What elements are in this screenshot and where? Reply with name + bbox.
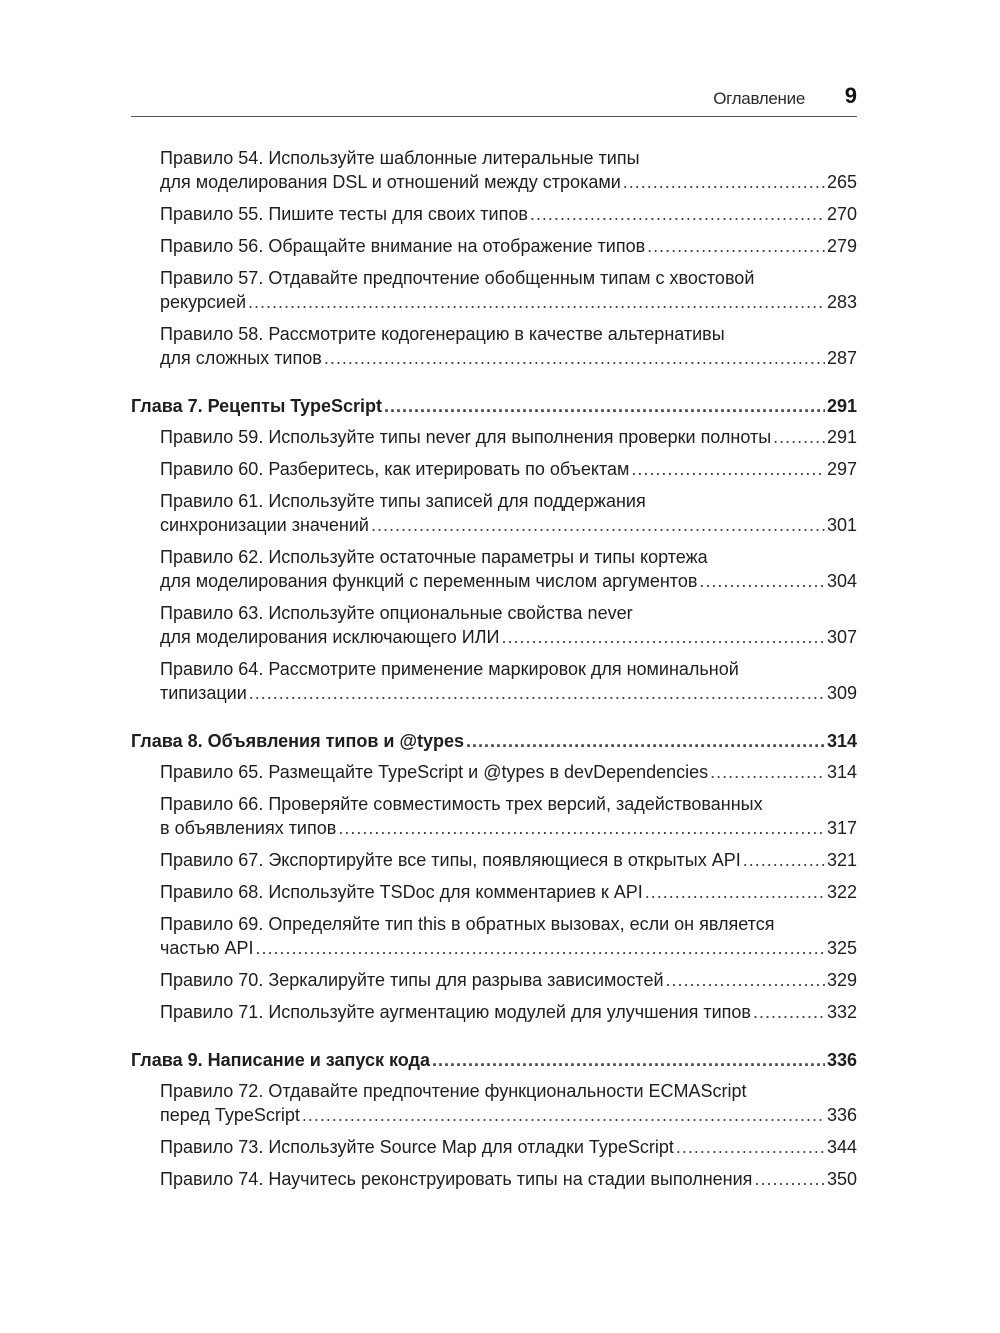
dot-leader	[623, 170, 825, 194]
chapter-heading	[131, 729, 857, 753]
toc-entry-line	[160, 1079, 857, 1103]
toc-entry	[131, 322, 857, 370]
toc-entry-line	[160, 489, 857, 513]
toc-entry-text: Правило 70. Зеркалируйте типы для разрыва зависимостей	[160, 970, 664, 990]
toc-entry	[131, 601, 857, 649]
chapter-title: Глава 9. Написание и запуск кода	[131, 1050, 430, 1070]
toc-entry-text: Правило 56. Обращайте внимание на отображение типов	[160, 236, 646, 256]
toc-entry	[131, 792, 857, 840]
toc-entry-line	[160, 513, 857, 537]
toc-chapter	[131, 1048, 857, 1191]
toc-entry-page-number: 350	[826, 1169, 857, 1189]
toc-entry-line	[160, 1167, 857, 1191]
toc-entry	[131, 545, 857, 593]
toc-entry	[131, 1167, 857, 1191]
page-number: 9	[844, 83, 857, 108]
toc-entry-page-number: 301	[826, 515, 857, 535]
chapter-title: Глава 8. Объявления типов и @types	[131, 731, 465, 751]
toc-entry-page-number: 344	[826, 1137, 857, 1157]
toc-entry-line	[160, 792, 857, 816]
toc-entry	[131, 146, 857, 194]
table-of-contents	[131, 146, 857, 1215]
dot-leader	[302, 1103, 825, 1127]
toc-entry-line	[160, 234, 857, 258]
toc-entry-text: частью API	[160, 938, 254, 958]
toc-entry	[131, 848, 857, 872]
toc-entry-page-number: 291	[826, 427, 857, 447]
toc-entry	[131, 202, 857, 226]
toc-entry-text: Правило 74. Научитесь реконструировать типы на стадии выполнения	[160, 1169, 753, 1189]
toc-entry-text: Правило 57. Отдавайте предпочтение обобщенным типам с хвостовой	[160, 268, 755, 288]
toc-entry-line	[160, 1103, 857, 1127]
toc-entry-line	[160, 657, 857, 681]
dot-leader	[384, 394, 825, 418]
toc-entry	[131, 968, 857, 992]
dot-leader	[256, 936, 825, 960]
toc-entry-text: для моделирования исключающего ИЛИ	[160, 627, 500, 647]
toc-entry	[131, 760, 857, 784]
toc-entry-line	[160, 569, 857, 593]
toc-entry-line	[160, 1000, 857, 1024]
toc-entry-line	[160, 936, 857, 960]
toc-entry-line	[160, 457, 857, 481]
toc-entry-line	[160, 880, 857, 904]
toc-entry-line	[160, 425, 857, 449]
toc-entry-page-number: 287	[826, 348, 857, 368]
toc-entry-page-number: 309	[826, 683, 857, 703]
toc-entry-text: в объявлениях типов	[160, 818, 337, 838]
toc-entry-text: Правило 58. Рассмотрите кодогенерацию в качестве альтернативы	[160, 324, 725, 344]
toc-entry-line	[160, 760, 857, 784]
toc-entry-text: перед TypeScript	[160, 1105, 300, 1125]
toc-entry-line	[160, 681, 857, 705]
toc-entry-page-number: 279	[826, 236, 857, 256]
dot-leader	[647, 234, 825, 258]
dot-leader	[249, 681, 825, 705]
dot-leader	[631, 457, 825, 481]
toc-entry	[131, 457, 857, 481]
page-header	[131, 80, 857, 117]
toc-entry-page-number: 304	[826, 571, 857, 591]
toc-entry-text: Правило 61. Используйте типы записей для поддержания	[160, 491, 646, 511]
toc-entry-text: рекурсией	[160, 292, 247, 312]
toc-entry-line	[160, 322, 857, 346]
chapter-heading	[131, 394, 857, 418]
dot-leader	[754, 1167, 825, 1191]
toc-entry-line	[160, 290, 857, 314]
toc-entry-text: типизации	[160, 683, 247, 703]
toc-entry-text: Правило 68. Используйте TSDoc для комментариев к API	[160, 882, 643, 902]
toc-entry-line	[160, 545, 857, 569]
dot-leader	[753, 1000, 825, 1024]
running-header-title: Оглавление	[713, 89, 805, 108]
toc-entry-page-number: 332	[826, 1002, 857, 1022]
toc-entry-text: Правило 73. Используйте Source Map для отладки TypeScript	[160, 1137, 674, 1157]
toc-entry-line	[160, 912, 857, 936]
toc-entry-line	[160, 625, 857, 649]
dot-leader	[324, 346, 825, 370]
toc-entry-text: Правило 59. Используйте типы never для выполнения проверки полноты	[160, 427, 772, 447]
toc-entry-page-number: 317	[826, 818, 857, 838]
toc-entry-page-number: 297	[826, 459, 857, 479]
dot-leader	[645, 880, 825, 904]
dot-leader	[530, 202, 825, 226]
toc-entry-page-number: 270	[826, 204, 857, 224]
toc-entry	[131, 657, 857, 705]
toc-entry-text: для моделирования функций с переменным числом аргументов	[160, 571, 698, 591]
dot-leader	[432, 1048, 825, 1072]
toc-entry-text: Правило 69. Определяйте тип this в обратных вызовах, если он является	[160, 914, 775, 934]
toc-entry	[131, 234, 857, 258]
toc-entry-page-number: 336	[826, 1105, 857, 1125]
toc-entry-text: Правило 55. Пишите тесты для своих типов	[160, 204, 528, 224]
toc-entry-line	[160, 1135, 857, 1159]
toc-chapter	[131, 146, 857, 370]
chapter-page-number: 291	[826, 396, 857, 416]
chapter-title: Глава 7. Рецепты TypeScript	[131, 396, 382, 416]
toc-entry	[131, 1000, 857, 1024]
dot-leader	[466, 729, 825, 753]
toc-entry-text: Правило 64. Рассмотрите применение маркировок для номинальной	[160, 659, 739, 679]
toc-entry-line	[160, 816, 857, 840]
dot-leader	[371, 513, 825, 537]
toc-entry-page-number: 283	[826, 292, 857, 312]
dot-leader	[773, 425, 825, 449]
toc-entry	[131, 425, 857, 449]
toc-entry	[131, 1079, 857, 1127]
chapter-page-number: 336	[826, 1050, 857, 1070]
toc-entry-page-number: 307	[826, 627, 857, 647]
toc-entry-text: синхронизации значений	[160, 515, 369, 535]
toc-entry-page-number: 265	[826, 172, 857, 192]
toc-entry-page-number: 325	[826, 938, 857, 958]
chapter-page-number: 314	[826, 731, 857, 751]
toc-entry-text: Правило 71. Используйте аугментацию модулей для улучшения типов	[160, 1002, 751, 1022]
toc-entry	[131, 1135, 857, 1159]
toc-entry-text: Правило 72. Отдавайте предпочтение функциональности ECMAScript	[160, 1081, 747, 1101]
dot-leader	[676, 1135, 825, 1159]
toc-entry-line	[160, 968, 857, 992]
toc-entry-page-number: 329	[826, 970, 857, 990]
dot-leader	[710, 760, 825, 784]
dot-leader	[666, 968, 825, 992]
toc-entry-text: Правило 66. Проверяйте совместимость трех версий, задействованных	[160, 794, 763, 814]
toc-entry	[131, 489, 857, 537]
toc-entry-text: Правило 54. Используйте шаблонные литеральные типы	[160, 148, 640, 168]
toc-entry-text: для сложных типов	[160, 348, 322, 368]
dot-leader	[743, 848, 825, 872]
toc-entry-text: для моделирования DSL и отношений между строками	[160, 172, 621, 192]
dot-leader	[501, 625, 824, 649]
toc-entry	[131, 880, 857, 904]
dot-leader	[248, 290, 825, 314]
toc-entry	[131, 912, 857, 960]
chapter-heading	[131, 1048, 857, 1072]
toc-chapter	[131, 394, 857, 705]
toc-entry-page-number: 321	[826, 850, 857, 870]
toc-entry-page-number: 314	[826, 762, 857, 782]
toc-entry-text: Правило 62. Используйте остаточные параметры и типы кортежа	[160, 547, 708, 567]
toc-entry-text: Правило 63. Используйте опциональные свойства never	[160, 603, 633, 623]
dot-leader	[699, 569, 825, 593]
toc-entry-line	[160, 202, 857, 226]
toc-entry	[131, 266, 857, 314]
toc-entry-line	[160, 848, 857, 872]
toc-chapter	[131, 729, 857, 1024]
toc-entry-line	[160, 601, 857, 625]
toc-entry-text: Правило 65. Размещайте TypeScript и @types в devDependencies	[160, 762, 709, 782]
toc-entry-line	[160, 170, 857, 194]
toc-entry-page-number: 322	[826, 882, 857, 902]
toc-entry-line	[160, 146, 857, 170]
toc-entry-text: Правило 67. Экспортируйте все типы, появляющиеся в открытых API	[160, 850, 741, 870]
toc-entry-text: Правило 60. Разберитесь, как итерировать по объектам	[160, 459, 630, 479]
dot-leader	[338, 816, 825, 840]
toc-entry-line	[160, 266, 857, 290]
toc-entry-line	[160, 346, 857, 370]
